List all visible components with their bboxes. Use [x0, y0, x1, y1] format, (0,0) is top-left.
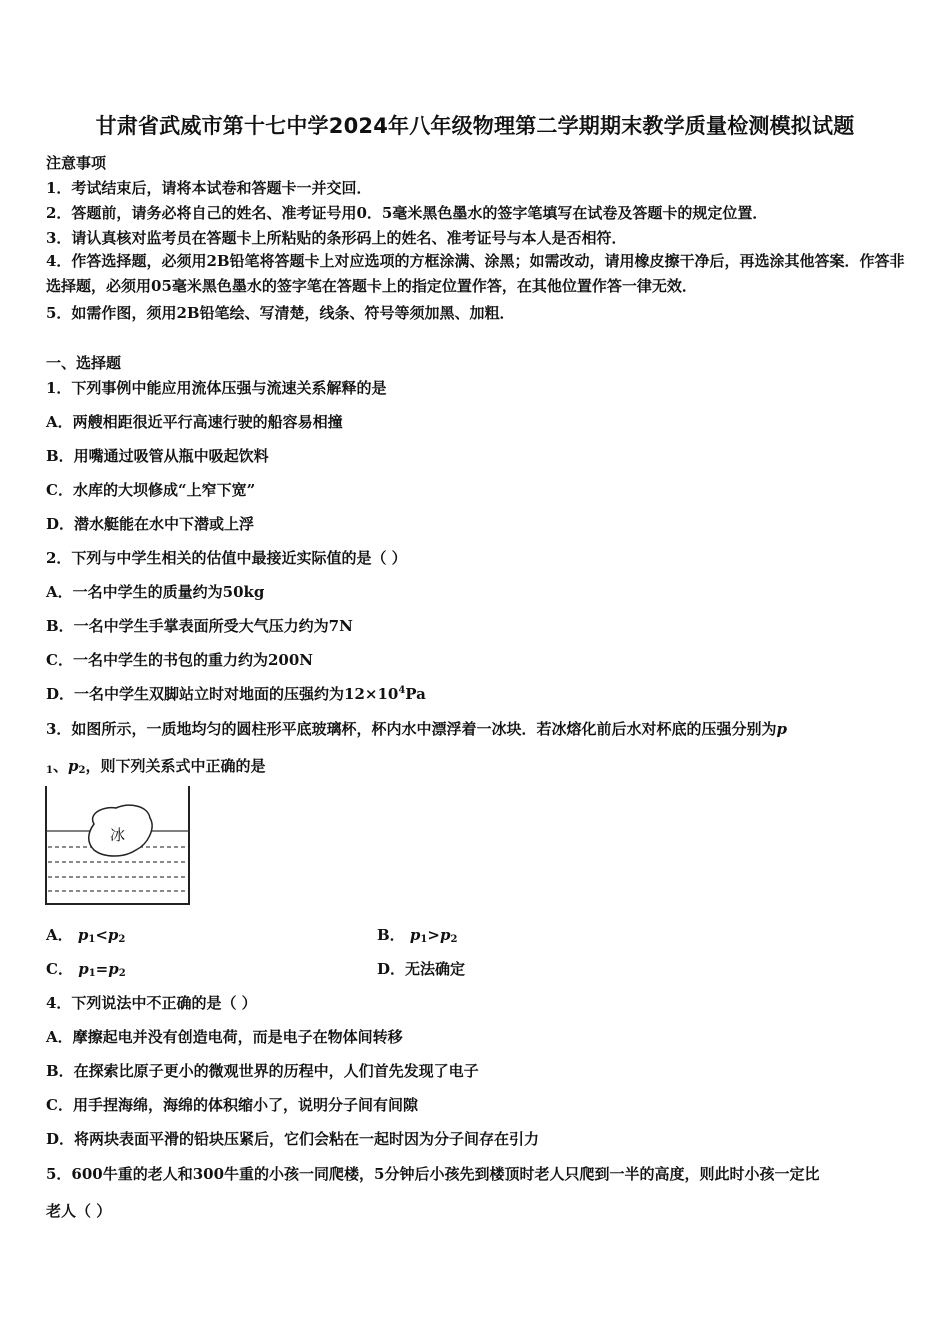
q3-option-b-label: B．	[377, 926, 405, 944]
q2-option-d-exponent: 4	[398, 685, 406, 696]
q3-stem-text: 3．如图所示，一质地均匀的圆柱形平底玻璃杯，杯内水中漂浮着一冰块．若冰熔化前后水对杯底的压强分别为	[46, 720, 777, 738]
q4-stem: 4．下列说法中不正确的是（ ）	[46, 994, 257, 1012]
q4-option-d: D．将两块表面平滑的铅块压紧后，它们会粘在一起时因为分子间存在引力	[46, 1130, 540, 1148]
q3-option-c-label: C．	[46, 960, 73, 978]
q4-option-b: B．在探索比原子更小的微观世界的历程中，人们首先发现了电子	[46, 1062, 479, 1080]
q1-stem: 1．下列事例中能应用流体压强与流速关系解释的是	[46, 379, 387, 397]
q3-option-a-p2: p	[107, 926, 119, 944]
q3-option-b-sub2: 2	[450, 934, 458, 945]
q3-option-b	[377, 924, 457, 945]
q3-option-a-op: <	[95, 926, 108, 944]
q2-option-d	[46, 683, 426, 704]
q1-option-a: A．两艘相距很近平行高速行驶的船容易相撞	[46, 413, 343, 431]
q4-option-a: A．摩擦起电并没有创造电荷，而是电子在物体间转移	[46, 1028, 403, 1046]
q2-option-b: B．一名中学生手掌表面所受大气压力约为7N	[46, 617, 353, 635]
q2-option-d-unit: Pa	[405, 685, 426, 703]
notice-item-2: 2．答题前，请务必将自己的姓名、准考证号用0．5毫米黑色墨水的签字笔填写在试卷及答题卡的规定位置．	[46, 204, 768, 222]
q3-option-c-sub2: 2	[118, 968, 126, 979]
q3-option-b-sub1: 1	[420, 934, 428, 945]
q3-option-c-op: =	[95, 960, 109, 978]
q2-option-c: C．一名中学生的书包的重力约为200N	[46, 651, 313, 669]
q3-stem-sub1: 1	[46, 765, 53, 776]
q5-stem-line1: 5．600牛重的老人和300牛重的小孩一同爬楼，5分钟后小孩先到楼顶时老人只爬到一半的高度，则此时小孩一定比	[46, 1165, 820, 1183]
q3-option-d: D．无法确定	[377, 960, 466, 978]
q3-option-c-sub1: 1	[88, 968, 96, 979]
q3-option-c-p2: p	[108, 960, 119, 978]
q3-stem-sep: 、	[52, 757, 68, 775]
notice-item-1: 1．考试结束后，请将本试卷和答题卡一并交回．	[46, 179, 372, 197]
q3-option-a-label: A．	[46, 926, 73, 944]
q3-stem-end: ，则下列关系式中正确的是	[85, 757, 266, 775]
notice-heading: 注意事项	[46, 154, 107, 172]
q2-stem: 2．下列与中学生相关的估值中最接近实际值的是（ ）	[46, 549, 407, 567]
notice-item-4: 4．作答选择题，必须用2B铅笔将答题卡上对应选项的方框涂满、涂黑；如需改动，请用橡皮擦干净后，再选涂其他答案．作答非选择题，必须用05毫米黑色墨水的签字笔在答题卡上的指定位置作答，在其他位置作答一律无效．	[46, 252, 905, 295]
q3-option-a	[46, 924, 125, 945]
q3-stem-sub2: 2	[78, 765, 86, 776]
q3-option-a-p1: p	[77, 926, 89, 944]
q3-option-a-sub2: 2	[118, 934, 126, 945]
q3-option-a-sub1: 1	[88, 934, 96, 945]
q1-option-c: C．水库的大坝修成“上窄下宽”	[46, 481, 256, 499]
notice-item-3: 3．请认真核对监考员在答题卡上所粘贴的条形码上的姓名、准考证号与本人是否相符．	[46, 229, 627, 247]
q3-option-c-p1: p	[78, 960, 89, 978]
q3-stem-line1	[46, 718, 787, 739]
ice-cup-figure	[44, 784, 194, 908]
q1-option-b: B．用嘴通过吸管从瓶中吸起饮料	[46, 447, 269, 465]
page-title: 甘肃省武威市第十七中学2024年八年级物理第二学期期末教学质量检测模拟试题	[95, 114, 855, 138]
q3-stem-line2	[46, 755, 265, 776]
q3-option-b-p2: p	[439, 926, 451, 944]
q1-option-d: D．潜水艇能在水中下潜或上浮	[46, 515, 255, 533]
q3-option-b-op: >	[427, 926, 440, 944]
q3-stem-p1: p	[776, 720, 787, 738]
q2-option-d-text: D．一名中学生双脚站立时对地面的压强约为12×10	[46, 685, 399, 703]
q3-option-b-p1: p	[409, 926, 421, 944]
section-heading: 一、选择题	[46, 354, 122, 372]
q3-stem-p2: p	[67, 757, 79, 775]
q2-option-a: A．一名中学生的质量约为50kg	[46, 583, 265, 601]
notice-item-5: 5．如需作图，须用2B铅笔绘、写清楚，线条、符号等须加黑、加粗．	[46, 304, 515, 322]
q4-option-c: C．用手捏海绵，海绵的体积缩小了，说明分子间有间隙	[46, 1096, 418, 1114]
q3-option-c	[46, 958, 126, 979]
q5-stem-line2: 老人（ ）	[46, 1202, 112, 1220]
ice-label: 冰	[110, 826, 126, 844]
